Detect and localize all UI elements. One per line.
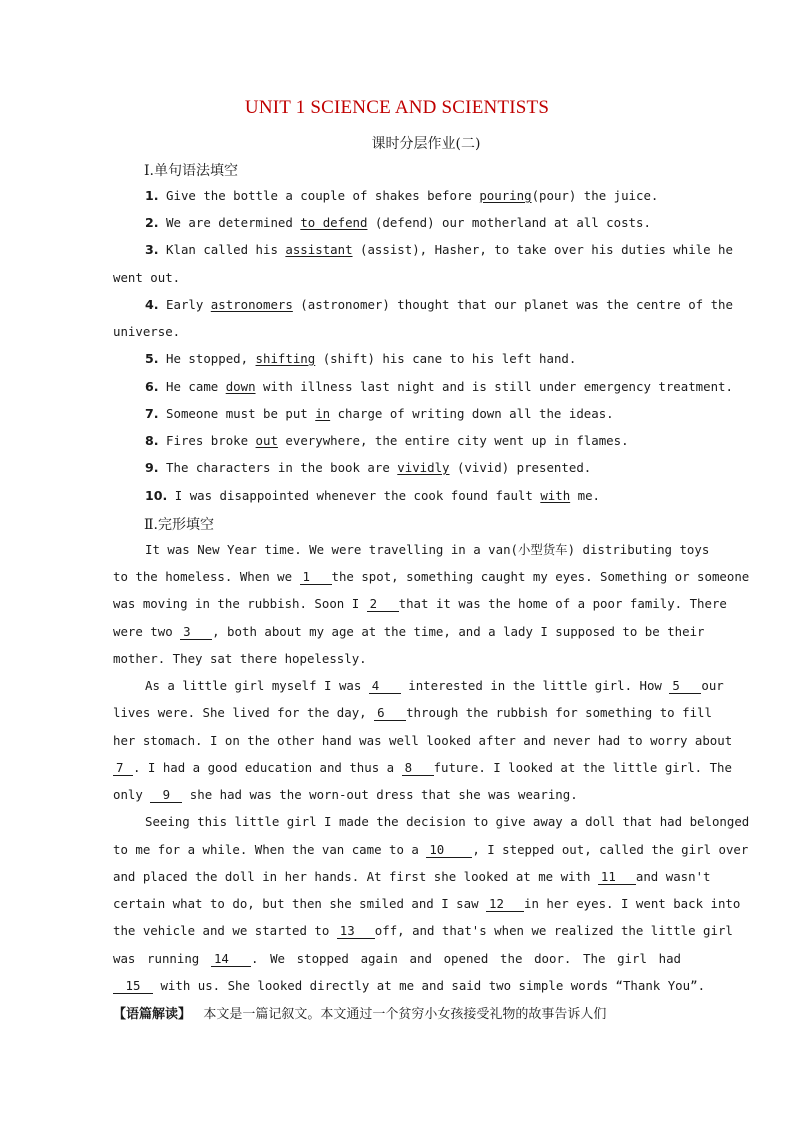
- item-text: We are determined: [158, 215, 301, 230]
- item-text: (astronomer) thought that our planet was the centre of the: [292, 297, 733, 312]
- cloze-line: mother. They sat there hopelessly.: [113, 651, 367, 666]
- item-answer: out: [255, 433, 278, 448]
- section-heading-cloze: Ⅱ.完形填空: [144, 517, 214, 533]
- item-text: (vivid) presented.: [449, 460, 592, 475]
- grammar-item: [145, 432, 681, 450]
- item-text: I was disappointed whenever the cook found fault: [167, 488, 541, 503]
- analysis-label: 【语篇解读】: [113, 1007, 192, 1022]
- grammar-item: [145, 296, 733, 314]
- cloze-line: certain what to do, but then she smiled and I saw 12 in her eyes. I went back into: [113, 896, 741, 911]
- grammar-item: [145, 487, 681, 505]
- cloze-blank-12[interactable]: 12: [486, 897, 524, 912]
- item-text: me.: [570, 488, 600, 503]
- item-number: 8.: [145, 433, 159, 448]
- item-text: Klan called his: [158, 242, 286, 257]
- cloze-line: only 9 she had was the worn-out dress that she was wearing.: [113, 787, 578, 802]
- cloze-blank-11[interactable]: 11: [598, 870, 636, 885]
- item-number: 3.: [145, 242, 159, 257]
- item-number: 5.: [145, 351, 159, 366]
- grammar-item: [145, 405, 681, 423]
- grammar-item: [145, 459, 681, 477]
- cloze-line: was moving in the rubbish. Soon I 2 that it was the home of a poor family. There: [113, 596, 727, 611]
- grammar-item-continuation: universe.: [113, 324, 181, 339]
- cloze-blank-2[interactable]: 2: [367, 597, 399, 612]
- grammar-item-continuation: went out.: [113, 270, 181, 285]
- cloze-line: the vehicle and we started to 13 off, and that's when we realized the little girl: [113, 923, 733, 938]
- cloze-blank-14[interactable]: 14: [211, 952, 251, 967]
- item-number: 2.: [145, 215, 159, 230]
- item-answer: pouring: [479, 188, 532, 203]
- item-text: Fires broke: [158, 433, 256, 448]
- cloze-blank-4[interactable]: 4: [369, 679, 401, 694]
- item-text: Early: [158, 297, 211, 312]
- cloze-line: and placed the doll in her hands. At first she looked at me with 11 and wasn't: [113, 869, 711, 884]
- item-text: (shift) his cane to his left hand.: [315, 351, 577, 366]
- item-text: (assist), Hasher, to take over his duties while he: [352, 242, 733, 257]
- page-title: UNIT 1 SCIENCE AND SCIENTISTS: [244, 97, 550, 118]
- item-number: 1.: [145, 188, 159, 203]
- item-number: 4.: [145, 297, 159, 312]
- cloze-line: lives were. She lived for the day, 6 through the rubbish for something to fill: [113, 705, 712, 720]
- cloze-blank-3[interactable]: 3: [180, 625, 212, 640]
- cloze-blank-9[interactable]: 9: [150, 788, 182, 803]
- item-answer: vividly: [397, 460, 450, 475]
- cloze-blank-6[interactable]: 6: [374, 706, 406, 721]
- item-answer: down: [225, 379, 256, 394]
- item-text: everywhere, the entire city went up in flames.: [277, 433, 629, 448]
- item-number: 9.: [145, 460, 159, 475]
- item-text: Someone must be put: [158, 406, 316, 421]
- grammar-item: [145, 241, 733, 259]
- item-answer: in: [315, 406, 331, 421]
- passage-analysis: [113, 1003, 681, 1022]
- cloze-blank-1[interactable]: 1: [300, 570, 332, 585]
- item-text: The characters in the book are: [158, 460, 398, 475]
- item-answer: shifting: [255, 351, 316, 366]
- analysis-text: 本文是一篇记叙文。本文通过一个贫穷小女孩接受礼物的故事告诉人们: [203, 1007, 607, 1022]
- cloze-line: As a little girl myself I was 4 interested in the little girl. How 5 our: [145, 678, 724, 693]
- cloze-line: to me for a while. When the van came to a 10 , I stepped out, called the girl over: [113, 842, 749, 857]
- cloze-blank-5[interactable]: 5: [669, 679, 701, 694]
- item-answer: assistant: [285, 242, 353, 257]
- item-text: with illness last night and is still under emergency treatment.: [255, 379, 733, 394]
- grammar-item: [145, 187, 681, 205]
- cloze-line: 15 with us. She looked directly at me and said two simple words “Thank You”.: [113, 977, 681, 995]
- cloze-blank-7[interactable]: 7: [113, 761, 133, 776]
- item-number: 10.: [145, 488, 168, 503]
- item-text: He stopped,: [158, 351, 256, 366]
- grammar-item: [145, 350, 681, 368]
- cloze-line: her stomach. I on the other hand was well looked after and never had to worry about: [113, 733, 733, 748]
- cloze-blank-13[interactable]: 13: [337, 924, 375, 939]
- cloze-line: was running 14 . We stopped again and opened the door. The girl had: [113, 951, 681, 966]
- item-text: He came: [158, 379, 226, 394]
- section-heading-grammar: Ⅰ.单句语法填空: [144, 163, 238, 179]
- item-answer: astronomers: [210, 297, 293, 312]
- item-answer: with: [540, 488, 571, 503]
- item-text: Give the bottle a couple of shakes before: [158, 188, 480, 203]
- cloze-line: were two 3 , both about my age at the time, and a lady I supposed to be their: [113, 624, 705, 639]
- item-number: 6.: [145, 379, 159, 394]
- cloze-line: It was New Year time. We were travelling in a van(小型货车) distributing toys: [145, 542, 710, 557]
- cloze-blank-10[interactable]: 10: [426, 843, 472, 858]
- cloze-line: 7 . I had a good education and thus a 8 future. I looked at the little girl. The: [113, 759, 681, 777]
- item-text: (pour) the juice.: [531, 188, 659, 203]
- item-text: charge of writing down all the ideas.: [330, 406, 614, 421]
- cloze-blank-15[interactable]: 15: [113, 979, 153, 994]
- cloze-blank-8[interactable]: 8: [402, 761, 434, 776]
- grammar-item: [145, 214, 681, 232]
- grammar-item: [145, 378, 733, 396]
- item-answer: to defend: [300, 215, 368, 230]
- item-text: (defend) our motherland at all costs.: [367, 215, 651, 230]
- page-subtitle: 课时分层作业(二): [371, 136, 481, 152]
- item-number: 7.: [145, 406, 159, 421]
- cloze-line: to the homeless. When we 1 the spot, something caught my eyes. Something or someone: [113, 569, 750, 584]
- cloze-line: Seeing this little girl I made the decision to give away a doll that had belonged: [145, 814, 750, 829]
